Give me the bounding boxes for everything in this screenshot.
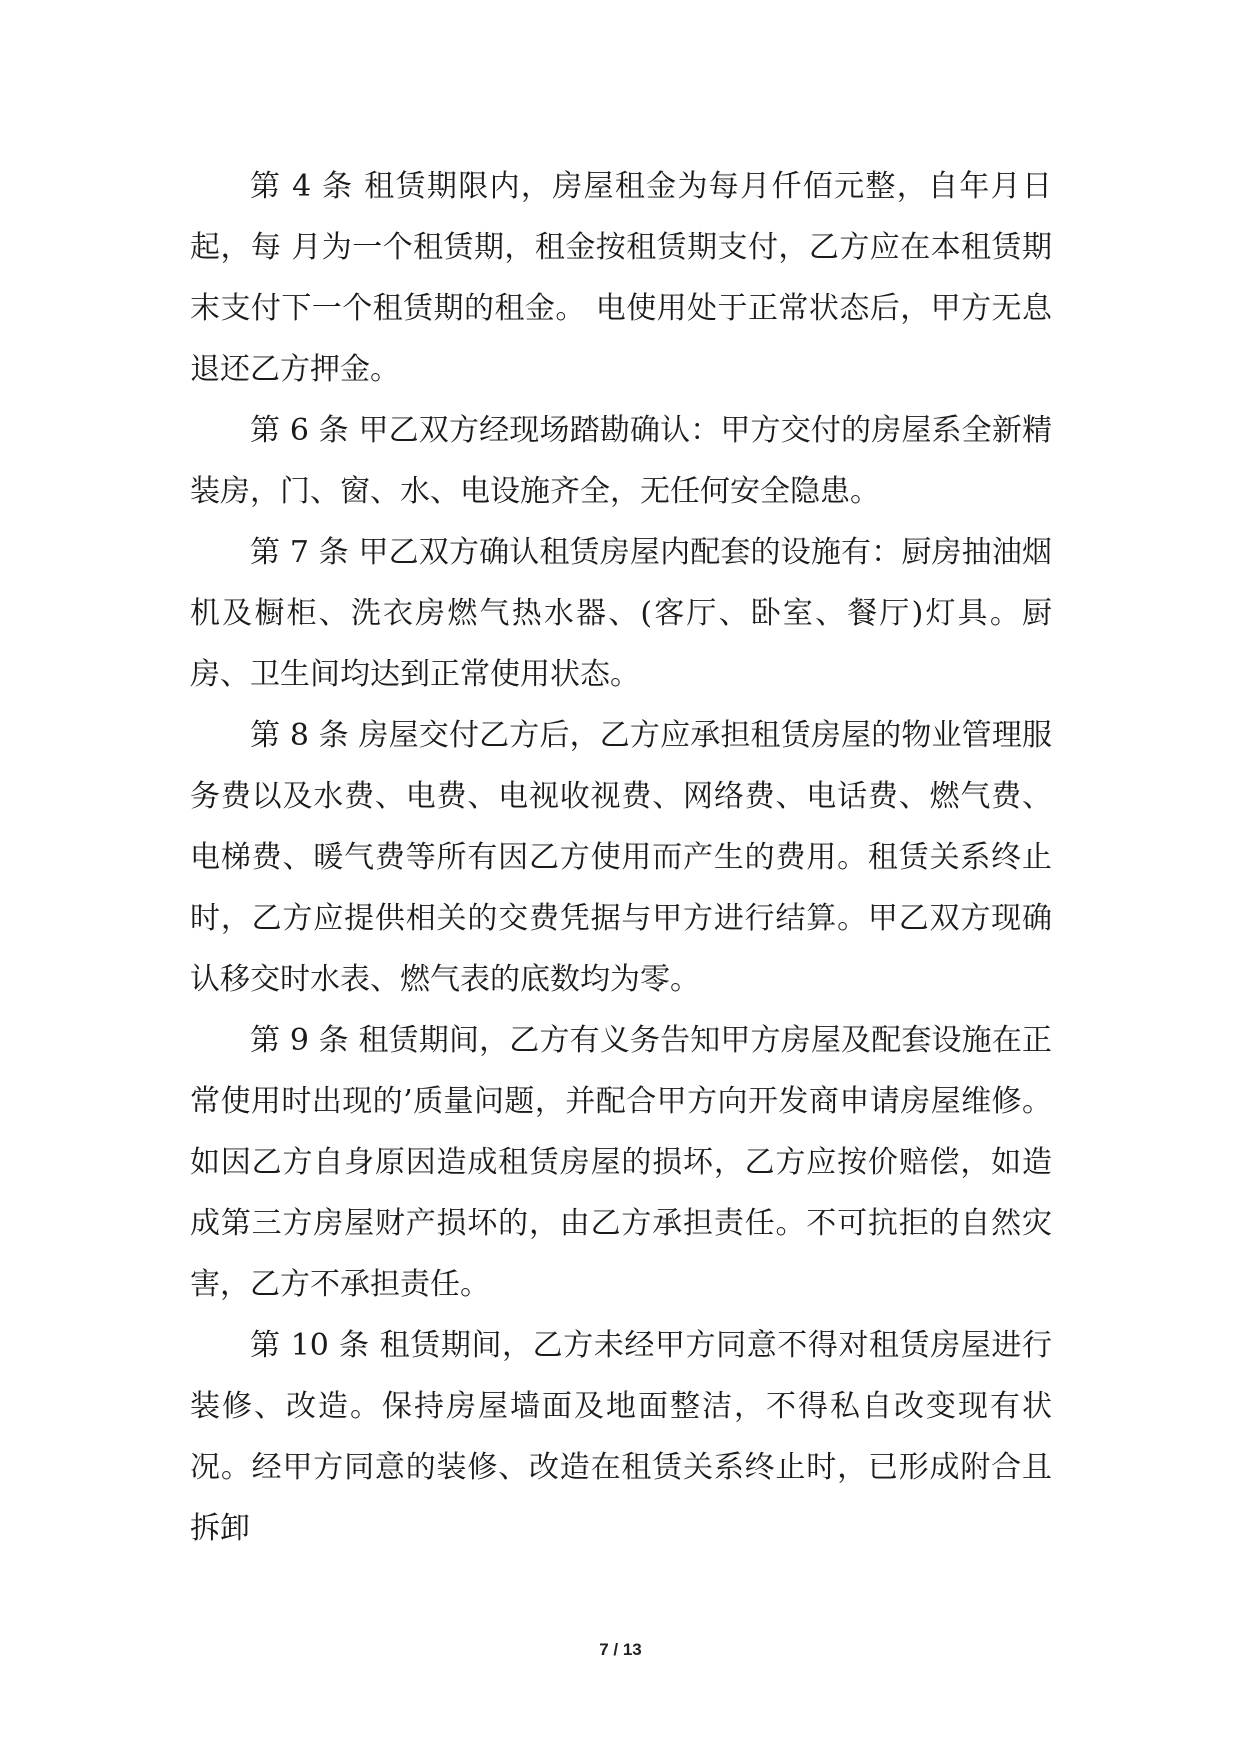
article-4-paragraph: 第 4 条 租赁期限内，房屋租金为每月仟佰元整，自年月日起，每 月为一个租赁期，租金按租赁期支付，乙方应在本租赁期末支付下一个租赁期的租金。 电使用处于正常状态后，甲方无息退还乙方押金。 xyxy=(190,169,1052,387)
document-body xyxy=(190,156,1052,1559)
article-6-paragraph: 第 6 条 甲乙双方经现场踏勘确认：甲方交付的房屋系全新精装房，门、窗、水、电设施齐全，无任何安全隐患。 xyxy=(190,413,1052,509)
page-number: 7 / 13 xyxy=(599,1640,642,1659)
article-10-paragraph: 第 10 条 租赁期间，乙方未经甲方同意不得对租赁房屋进行装修、改造。保持房屋墙面及地面整洁，不得私自改变现有状况。经甲方同意的装修、改造在租赁关系终止时，已形成附合且拆卸 xyxy=(190,1328,1052,1546)
article-9-paragraph: 第 9 条 租赁期间，乙方有义务告知甲方房屋及配套设施在正常使用时出现的’质量问题，并配合甲方向开发商申请房屋维修。如因乙方自身原因造成租赁房屋的损坏，乙方应按价赔偿，如造成第三方房屋财产损坏的，由乙方承担责任。不可抗拒的自然灾害，乙方不承担责任。 xyxy=(190,1023,1052,1302)
article-7-paragraph: 第 7 条 甲乙双方确认租赁房屋内配套的设施有：厨房抽油烟机及橱柜、洗衣房燃气热水器、(客厅、卧室、餐厅)灯具。厨房、卫生间均达到正常使用状态。 xyxy=(190,535,1052,692)
article-8-paragraph: 第 8 条 房屋交付乙方后，乙方应承担租赁房屋的物业管理服务费以及水费、电费、电视收视费、网络费、电话费、燃气费、电梯费、暖气费等所有因乙方使用而产生的费用。租赁关系终止时，乙方应提供相关的交费凭据与甲方进行结算。甲乙双方现确认移交时水表、燃气表的底数均为零。 xyxy=(190,718,1052,997)
